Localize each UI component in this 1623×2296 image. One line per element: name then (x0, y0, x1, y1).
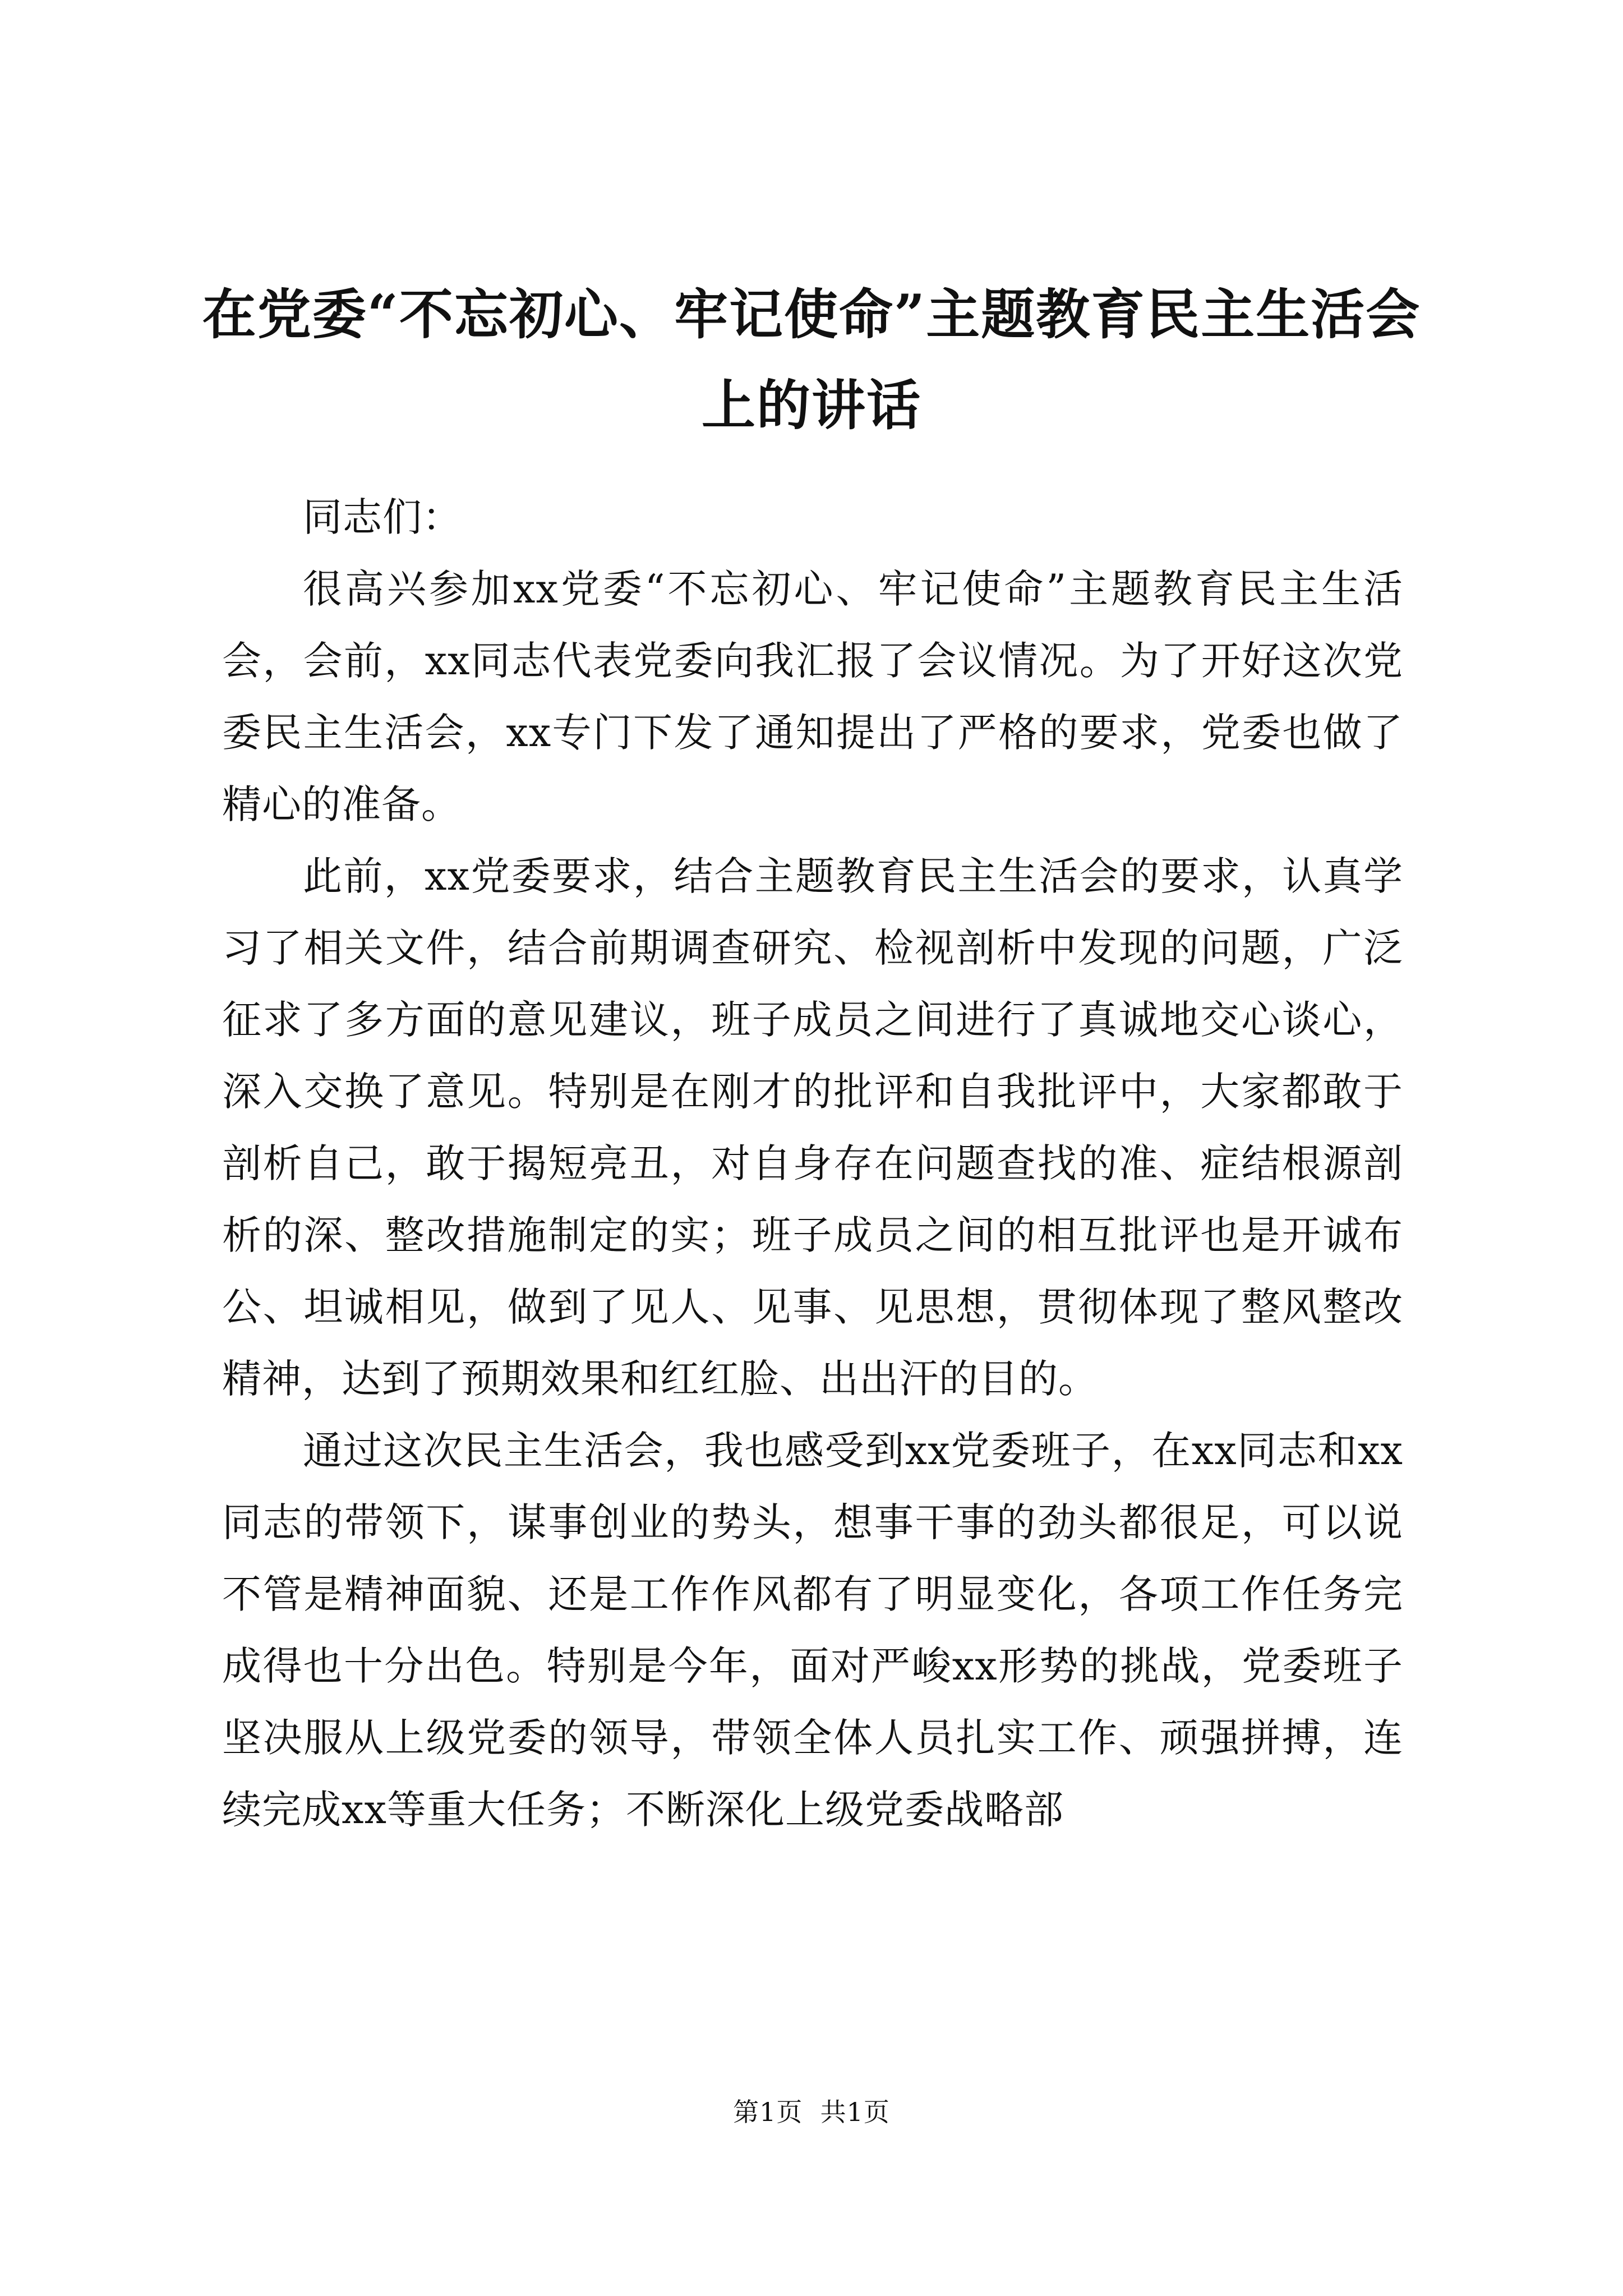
paragraph-1: 很高兴参加xx党委“不忘初心、牢记使命”主题教育民主生活会，会前，xx同志代表党委向我汇报了会议情况。为了开好这次党委民主生活会，xx专门下发了通知提出了严格的要求，党委也做了精心的准备。 (222, 566, 1403, 827)
document-body (222, 481, 1403, 1846)
page-prefix: 第 (733, 2097, 760, 2127)
page-number: 1 (759, 2097, 777, 2127)
greeting: 同志们： (303, 494, 462, 540)
page-suffix: 页 (776, 2097, 803, 2127)
document-title: 在党委“不忘初心、牢记使命”主题教育民主生活会上的讲话 (202, 283, 1421, 437)
total-prefix: 共 (820, 2097, 847, 2127)
total-pages: 1 (846, 2097, 864, 2127)
paragraph-3: 通过这次民主生活会，我也感受到xx党委班子，在xx同志和xx同志的带领下，谋事创业的势头，想事干事的劲头都很足，可以说不管是精神面貌、还是工作作风都有了明显变化，各项工作任务完成得也十分出色。特别是今年，面对严峻xx形势的挑战，党委班子坚决服从上级党委的领导，带领全体人员扎实工作、顽强拼搏，连续完成xx等重大任务；不断深化上级党委战略部 (222, 1428, 1403, 1833)
paragraph-2: 此前，xx党委要求，结合主题教育民主生活会的要求，认真学习了相关文件，结合前期调查研究、检视剖析中发现的问题，广泛征求了多方面的意见建议，班子成员之间进行了真诚地交心谈心，深入交换了意见。特别是在刚才的批评和自我批评中，大家都敢于剖析自己，敢于揭短亮丑，对自身存在问题查找的准、症结根源剖析的深、整改措施制定的实；班子成员之间的相互批评也是开诚布公、坦诚相见，做到了见人、见事、见思想，贯彻体现了整风整改精神，达到了预期效果和红红脸、出出汗的目的。 (222, 853, 1403, 1402)
total-suffix: 页 (863, 2097, 890, 2127)
page-footer (0, 2095, 1623, 2129)
